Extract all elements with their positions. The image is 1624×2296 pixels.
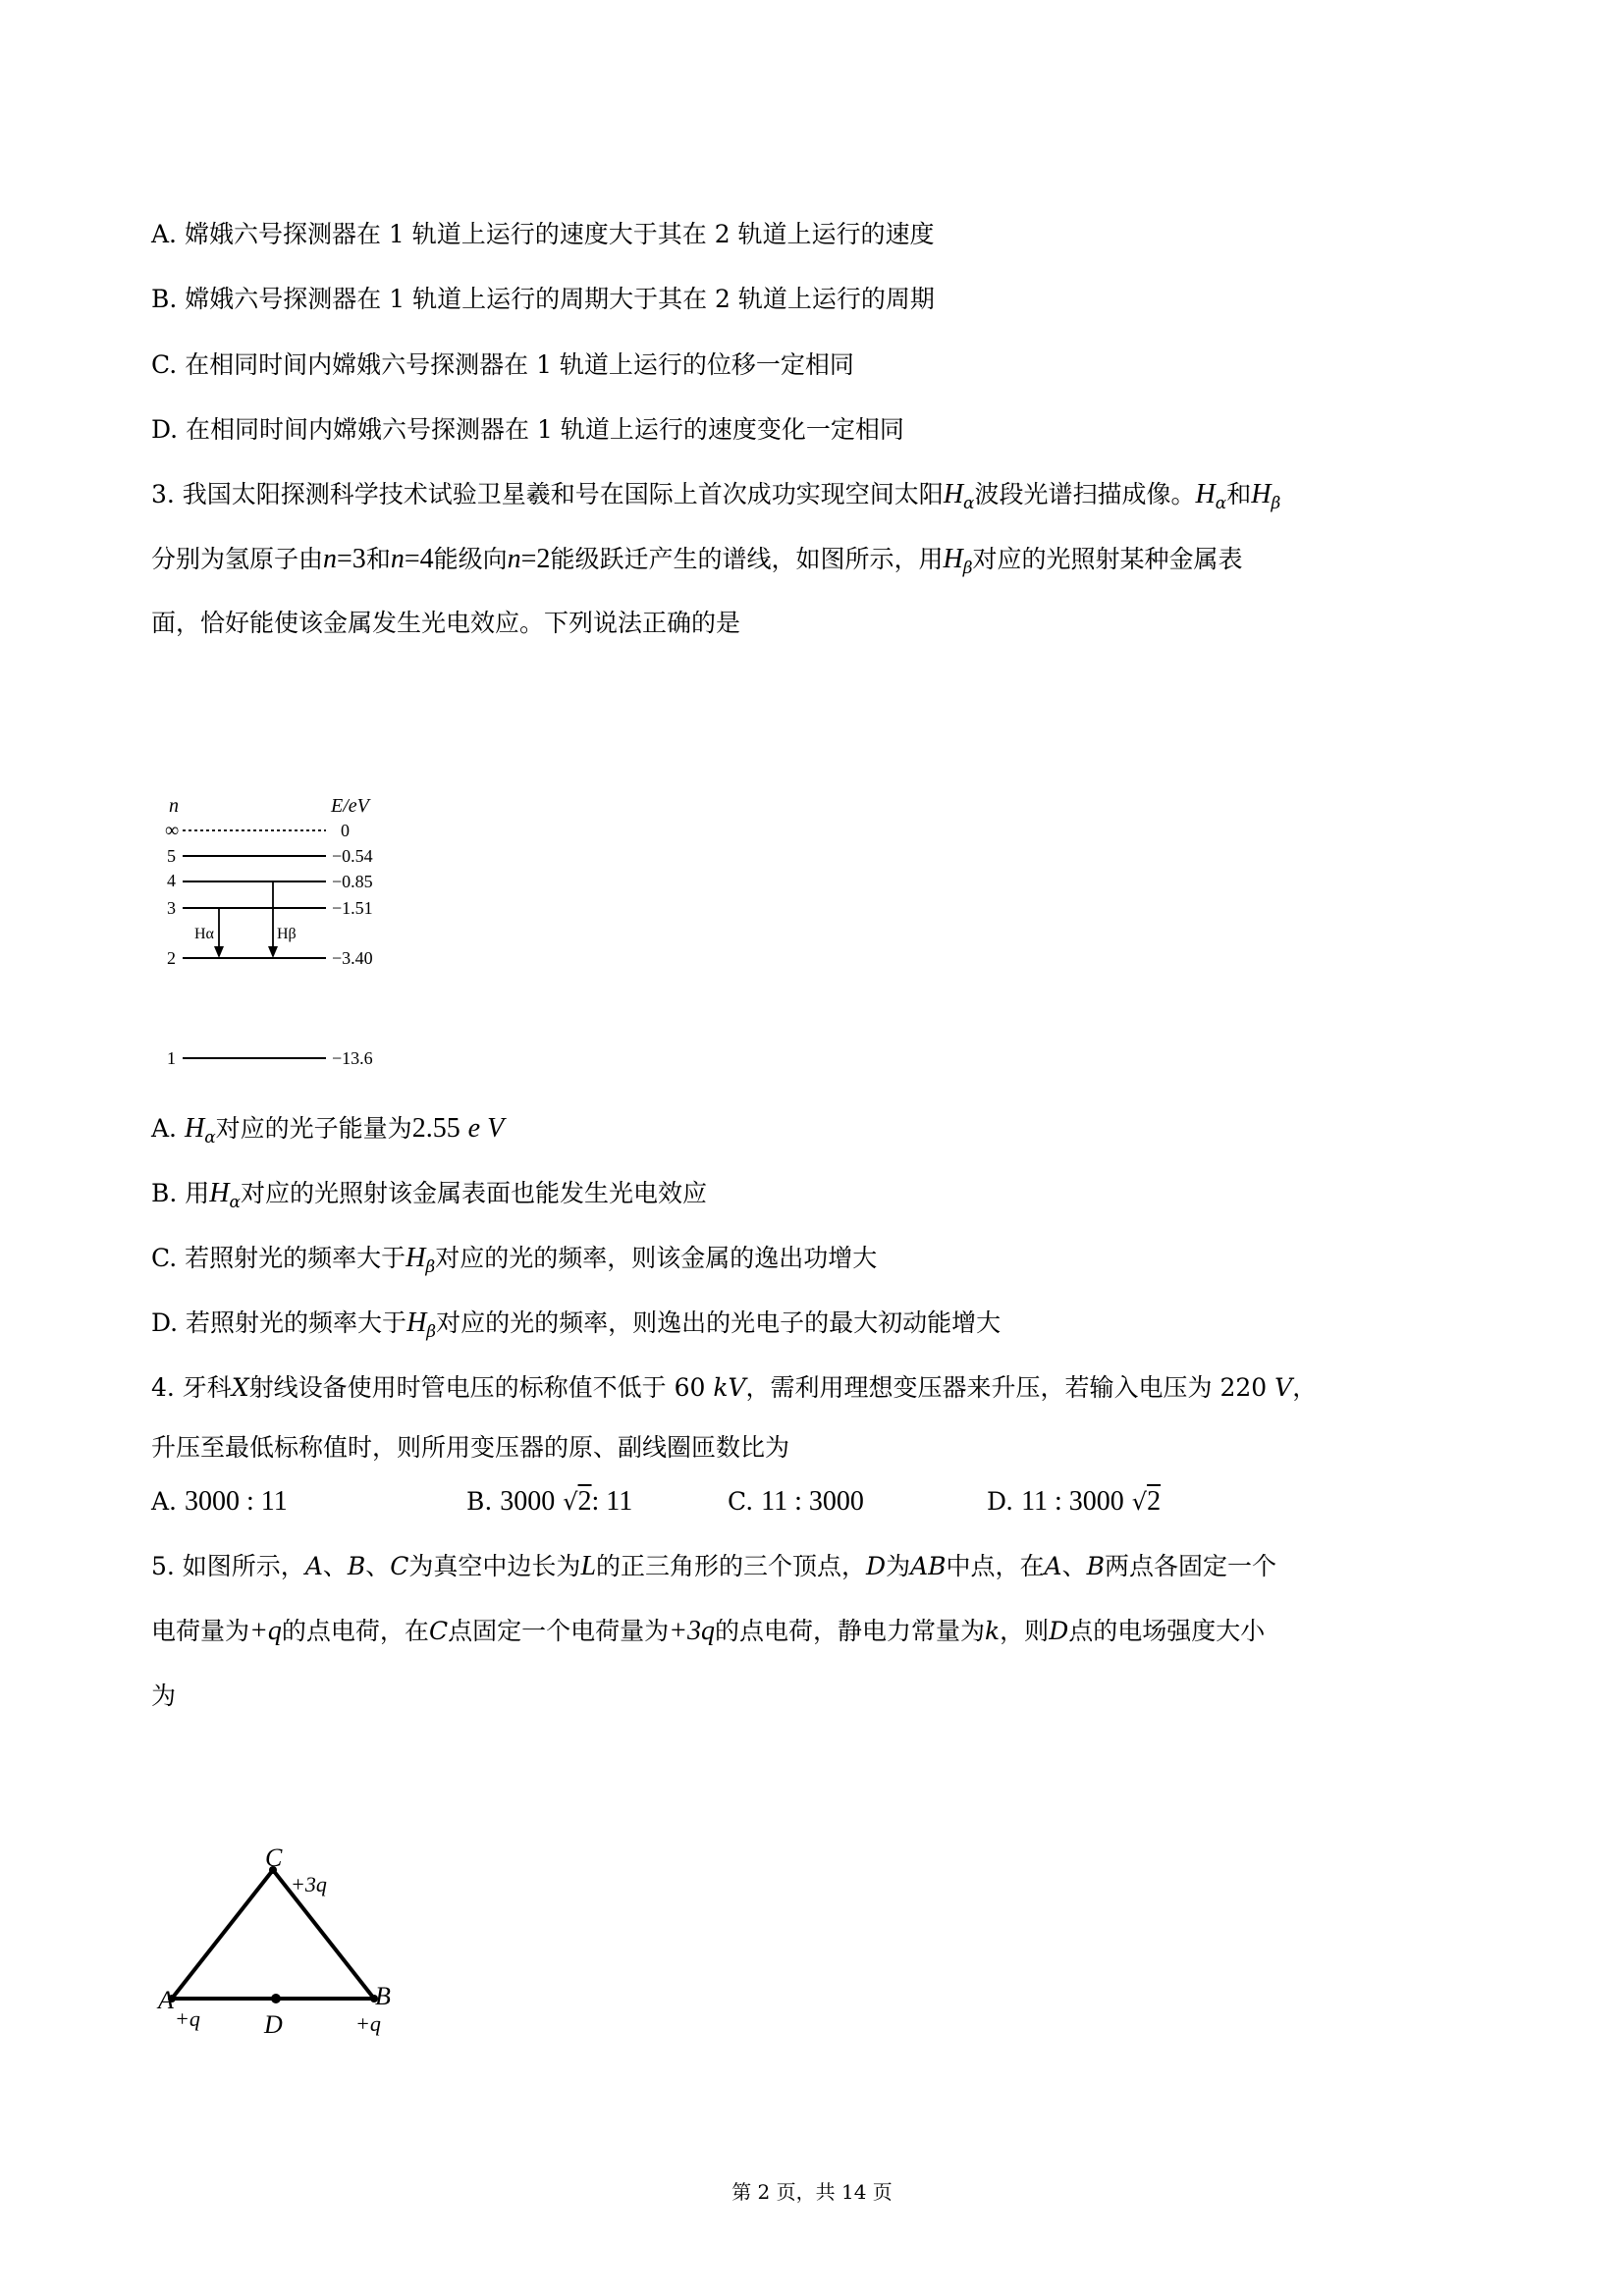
- h-beta-arrowhead: [268, 946, 278, 958]
- vertex-a-label: A: [158, 1986, 174, 2014]
- q2-option-d: D. 在相同时间内嫦娥六号探测器在 1 轨道上运行的速度变化一定相同: [151, 415, 904, 444]
- q5-stem-line3: 为: [151, 1682, 177, 1710]
- q4-option-b: B. 3000 √2: 11: [466, 1486, 633, 1517]
- level-e-inf: 0: [341, 821, 350, 840]
- page-footer: 第 2 页，共 14 页: [731, 2180, 893, 2204]
- energy-level-diagram: [157, 785, 403, 1080]
- vertex-c-label: C: [265, 1843, 283, 1872]
- level-n-4: 4: [167, 871, 176, 890]
- level-n-2: 2: [167, 948, 176, 968]
- q3-stem-line2: 分别为氢原子由n=3和n=4能级向n=2能级跃迁产生的谱线，如图所示，用$H_\beta$对应的光照射某种金属表: [151, 544, 1243, 578]
- level-e-5: −0.54: [332, 846, 373, 866]
- level-n-1: 1: [167, 1048, 176, 1068]
- midpoint-d-label: D: [264, 2010, 283, 2039]
- axis-n-label: n: [169, 795, 179, 817]
- level-e-4: −0.85: [332, 872, 373, 891]
- q5-stem-line2: 电荷量为+q的点电荷，在C点固定一个电荷量为+3q的点电荷，静电力常量为k，则D点的电场强度大小: [151, 1616, 1266, 1646]
- level-n-inf: ∞: [165, 820, 180, 841]
- q4-option-a: A. 3000 : 11: [151, 1486, 288, 1517]
- q4-option-d: D. 11 : 3000 √2: [987, 1486, 1162, 1517]
- axis-energy-label: E/eV: [331, 795, 369, 817]
- level-n-3: 3: [167, 898, 176, 918]
- triangle-diagram: [147, 1836, 403, 2071]
- midpoint-d: [271, 1994, 281, 2003]
- q2-option-b: B. 嫦娥六号探测器在 1 轨道上运行的周期大于其在 2 轨道上运行的周期: [151, 285, 935, 313]
- q3-stem-line3: 面，恰好能使该金属发生光电效应。下列说法正确的是: [151, 609, 741, 637]
- q5-stem-line1: 5. 如图所示，A、B、C为真空中边长为L的正三角形的三个顶点，D为AB中点，在A、B两点各固定一个: [151, 1551, 1277, 1581]
- level-n-5: 5: [167, 846, 176, 866]
- q3-option-c: C. 若照射光的频率大于$H_\beta$对应的光的频率，则该金属的逸出功增大: [151, 1243, 878, 1277]
- q4-stem-line1: 4. 牙科X射线设备使用时管电压的标称值不低于 60 kV，需利用理想变压器来升压，若输入电压为 220 V，: [151, 1373, 1318, 1402]
- q4-stem-line2: 升压至最低标称值时，则所用变压器的原、副线圈匝数比为: [151, 1433, 790, 1462]
- level-e-3: −1.51: [332, 898, 373, 918]
- charge-a-label: +q: [175, 2006, 200, 2031]
- charge-c-label: +3q: [291, 1872, 327, 1896]
- q3-option-a: A. $H_\alpha$对应的光子能量为2.55 e V: [151, 1113, 505, 1148]
- q2-option-c: C. 在相同时间内嫦娥六号探测器在 1 轨道上运行的位移一定相同: [151, 350, 854, 379]
- q4-option-c: C. 11 : 3000: [728, 1486, 864, 1517]
- level-e-2: −3.40: [332, 948, 373, 968]
- q3-option-d: D. 若照射光的频率大于$H_\beta$对应的光的频率，则逸出的光电子的最大初动能增大: [151, 1308, 1001, 1342]
- h-alpha-label: Hα: [194, 926, 214, 942]
- vertex-b-label: B: [375, 1982, 391, 2010]
- q3-option-b: B. 用$H_\alpha$对应的光照射该金属表面也能发生光电效应: [151, 1178, 707, 1212]
- charge-b-label: +q: [355, 2011, 381, 2036]
- h-alpha-arrowhead: [214, 946, 224, 958]
- q3-stem-line1: 3. 我国太阳探测科学技术试验卫星羲和号在国际上首次成功实现空间太阳$H_\alpha$波段光谱扫描成像。$H_\alpha$和$H_\beta$: [151, 479, 1281, 513]
- triangle-abc: [172, 1870, 374, 1999]
- q2-option-a: A. 嫦娥六号探测器在 1 轨道上运行的速度大于其在 2 轨道上运行的速度: [151, 220, 935, 248]
- h-beta-label: Hβ: [277, 926, 297, 942]
- level-e-1: −13.6: [332, 1048, 373, 1068]
